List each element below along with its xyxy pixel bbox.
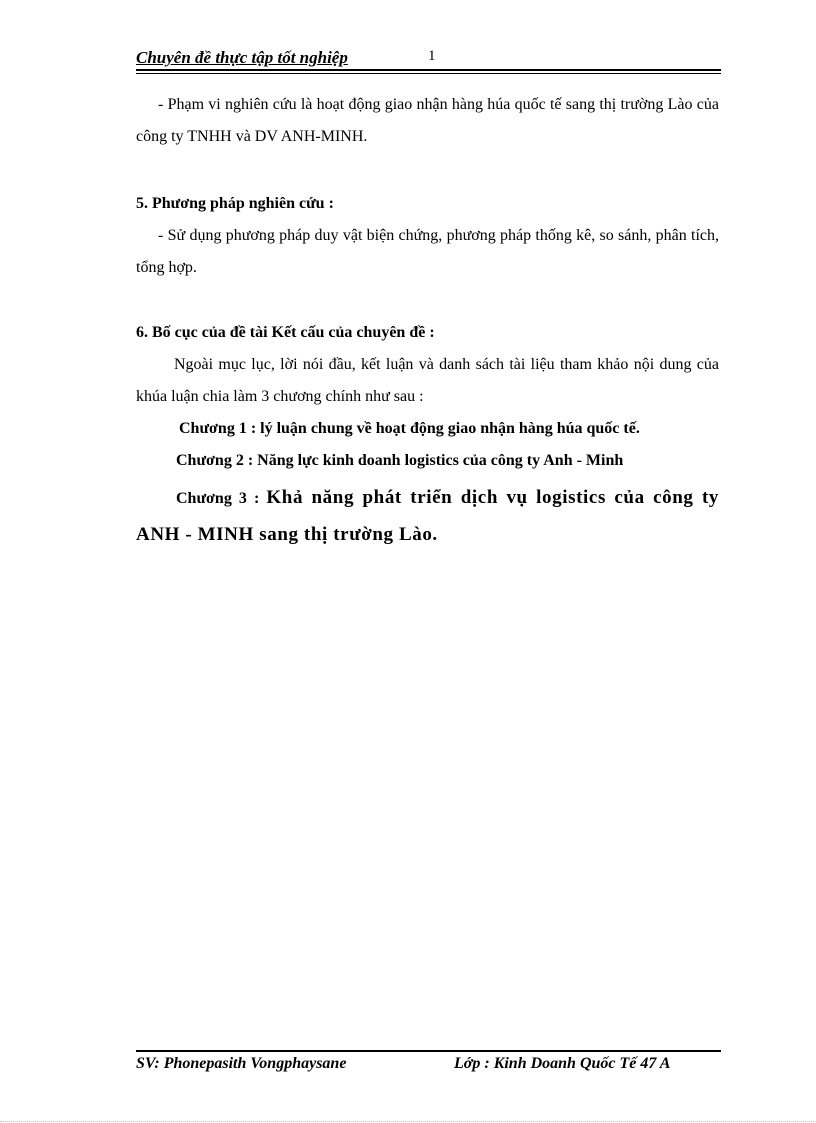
chapter-3-block: [136, 480, 719, 554]
page-bottom-edge: [0, 1121, 816, 1122]
chapter-3-label: Chương 3 :: [176, 490, 267, 507]
chapter-list: [136, 413, 719, 477]
chapter-2: Chương 2 : Năng lực kinh doanh logistics của công ty Anh - Minh: [176, 452, 624, 469]
chapter-3: [136, 480, 719, 554]
footer-class: Lớp : Kinh Doanh Quốc Tế 47 A: [454, 1055, 671, 1072]
section6-block: [136, 317, 719, 413]
header-rule-thick: [136, 69, 721, 71]
section6-heading: 6. Bố cục của đề tài Kết cấu của chuyên đề :: [136, 324, 435, 341]
footer-rule: [136, 1050, 721, 1052]
page-number: 1: [428, 48, 436, 64]
section6-paragraph: Ngoài mục lục, lời nói đầu, kết luận và danh sách tài liệu tham khảo nội dung của khúa luận chia làm 3 chương chính như sau :: [136, 356, 719, 405]
header-rule-thin: [136, 73, 721, 74]
chapter-3-text: Khả năng phát triển dịch vụ logistics của công ty ANH - MINH sang thị trường Lào.: [136, 487, 719, 545]
section5-heading: 5. Phương pháp nghiên cứu :: [136, 195, 334, 212]
scope-paragraph: - Phạm vi nghiên cứu là hoạt động giao nhận hàng húa quốc tế sang thị trường Lào của công ty TNHH và DV ANH-MINH.: [136, 96, 719, 145]
scope-block: [136, 89, 719, 153]
header-title: Chuyên đề thực tập tốt nghiệp: [136, 48, 348, 67]
footer-student: SV: Phonepasith Vongphaysane: [136, 1055, 347, 1072]
section5-paragraph: - Sử dụng phương pháp duy vật biện chứng, phương pháp thống kê, so sánh, phân tích, tổng hợp.: [136, 227, 719, 276]
section5-block: [136, 188, 719, 284]
chapter-1: Chương 1 : lý luận chung về hoạt động giao nhận hàng húa quốc tế.: [179, 420, 640, 437]
